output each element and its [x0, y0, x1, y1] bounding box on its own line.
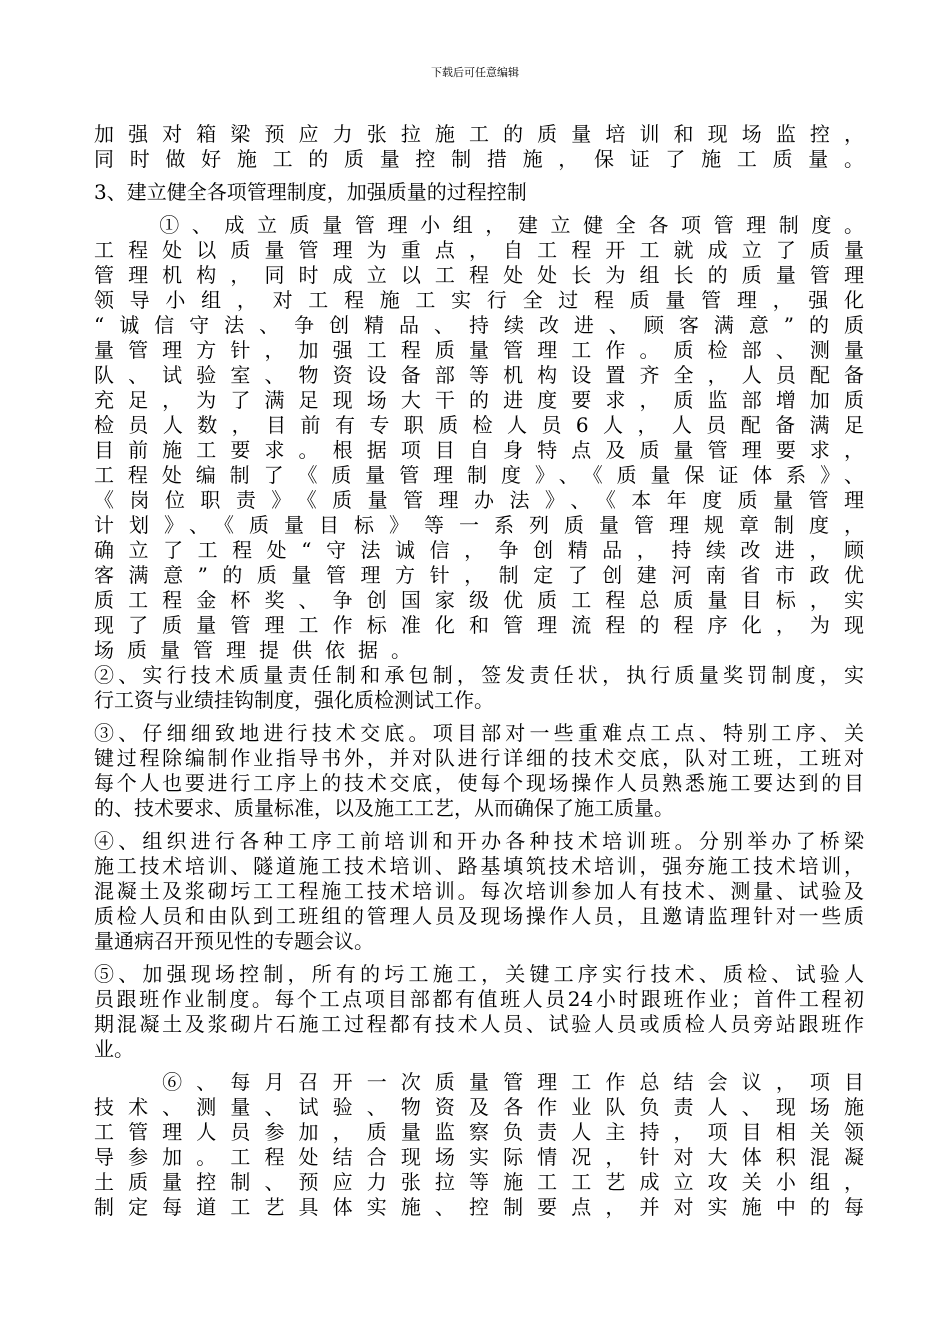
- text-line: 员跟班作业制度。每个工点项目部都有值班人员24小时跟班作业；首件工程初: [94, 987, 864, 1011]
- text-line: 键过程除编制作业指导书外，并对队进行详细的技术交底，队对工班，工班对: [94, 746, 864, 770]
- text-line: 充足，为了满足现场大干的进度要求，质监部增加质: [94, 388, 864, 412]
- text-line: 质检人员和由队到工班组的管理人员及现场操作人员，且邀请监理针对一些质: [94, 904, 864, 928]
- text-line: 量通病召开预见性的专题会议。: [94, 929, 374, 953]
- text-line: 客满意”的质量管理方针，制定了创建河南省市政优: [94, 563, 864, 587]
- text-line: 量管理方针，加强工程质量管理工作。质检部、测量: [94, 338, 864, 362]
- paragraph-gap: [94, 172, 864, 180]
- text-line: 技术、测量、试验、物资及各作业队负责人、现场施: [94, 1095, 864, 1119]
- text-line: 混凝土及浆砌圬工工程施工技术培训。每次培训参加人有技术、测量、试验及: [94, 879, 864, 903]
- text-line: ③、仔细细致地进行技术交底。项目部对一些重难点工点、特别工序、关: [94, 721, 864, 745]
- text-line: 工程处编制了《质量管理制度》、《质量保证体系》、: [94, 463, 864, 487]
- text-line: 3、建立健全各项管理制度，加强质量的过程控制: [94, 180, 527, 204]
- text-line: 质工程金杯奖、争创国家级优质工程总质量目标，实: [94, 588, 864, 612]
- document-body: [94, 122, 864, 1220]
- text-line: 业。: [94, 1037, 134, 1061]
- paragraph-gap: [94, 821, 864, 829]
- text-line: 每个人也要进行工序上的技术交底，使每个现场操作人员熟悉施工要达到的目: [94, 771, 864, 795]
- text-line: 制定每道工艺具体实施、控制要点，并对实施中的每: [94, 1195, 864, 1219]
- text-line: 工管理人员参加，质量监察负责人主持，项目相关领: [94, 1120, 864, 1144]
- text-line: 现了质量管理工作标准化和管理流程的程序化，为现: [94, 613, 864, 637]
- text-line: 《岗位职责》《质量管理办法》、《本年度质量管理: [94, 488, 864, 512]
- page-header: 下载后可任意编辑: [431, 66, 519, 79]
- text-line: 目前施工要求。根据项目自身特点及质量管理要求，: [94, 438, 864, 462]
- paragraph-gap: [94, 205, 864, 213]
- text-line: 场质量管理提供依据。: [94, 638, 424, 662]
- paragraph-gap: [94, 1062, 864, 1070]
- text-line: 土质量控制、预应力张拉等施工工艺成立攻关小组，: [94, 1170, 864, 1194]
- text-line: ①、成立质量管理小组，建立健全各项管理制度。: [94, 213, 864, 237]
- text-line: 行工资与业绩挂钩制度，强化质检测试工作。: [94, 688, 494, 712]
- text-line: ⑥、每月召开一次质量管理工作总结会议，项目: [94, 1070, 864, 1094]
- text-line: 期混凝土及浆砌片石施工过程都有技术人员、试验人员或质检人员旁站跟班作: [94, 1012, 864, 1036]
- text-line: ⑤、加强现场控制，所有的圬工施工，关键工序实行技术、质检、试验人: [94, 962, 864, 986]
- text-line: 同时做好施工的质量控制措施，保证了施工质量。: [94, 147, 864, 171]
- text-line: 确立了工程处“守法诚信，争创精品，持续改进，顾: [94, 538, 864, 562]
- text-line: 检员人数，目前有专职质检人员6人，人员配备满足: [94, 413, 864, 437]
- text-line: ②、实行技术质量责任制和承包制，签发责任状，执行质量奖罚制度，实: [94, 663, 864, 687]
- text-line: 领导小组，对工程施工实行全过程质量管理，强化: [94, 288, 864, 312]
- text-line: 计划》、《质量目标》等一系列质量管理规章制度，: [94, 513, 864, 537]
- text-line: 导参加。工程处结合现场实际情况，针对大体积混凝: [94, 1145, 864, 1169]
- text-line: 队、试验室、物资设备部等机构设置齐全，人员配备: [94, 363, 864, 387]
- text-line: 的、技术要求、质量标准，以及施工工艺，从而确保了施工质量。: [94, 796, 674, 820]
- paragraph-gap: [94, 713, 864, 721]
- text-line: “诚信守法、争创精品、持续改进、顾客满意”的质: [94, 313, 864, 337]
- text-line: 施工技术培训、隧道施工技术培训、路基填筑技术培训，强夯施工技术培训，: [94, 854, 864, 878]
- text-line: 加强对箱梁预应力张拉施工的质量培训和现场监控，: [94, 122, 864, 146]
- paragraph-gap: [94, 954, 864, 962]
- text-line: 管理机构，同时成立以工程处处长为组长的质量管理: [94, 263, 864, 287]
- text-line: 工程处以质量管理为重点，自工程开工就成立了质量: [94, 238, 864, 262]
- text-line: ④、组织进行各种工序工前培训和开办各种技术培训班。分别举办了桥梁: [94, 829, 864, 853]
